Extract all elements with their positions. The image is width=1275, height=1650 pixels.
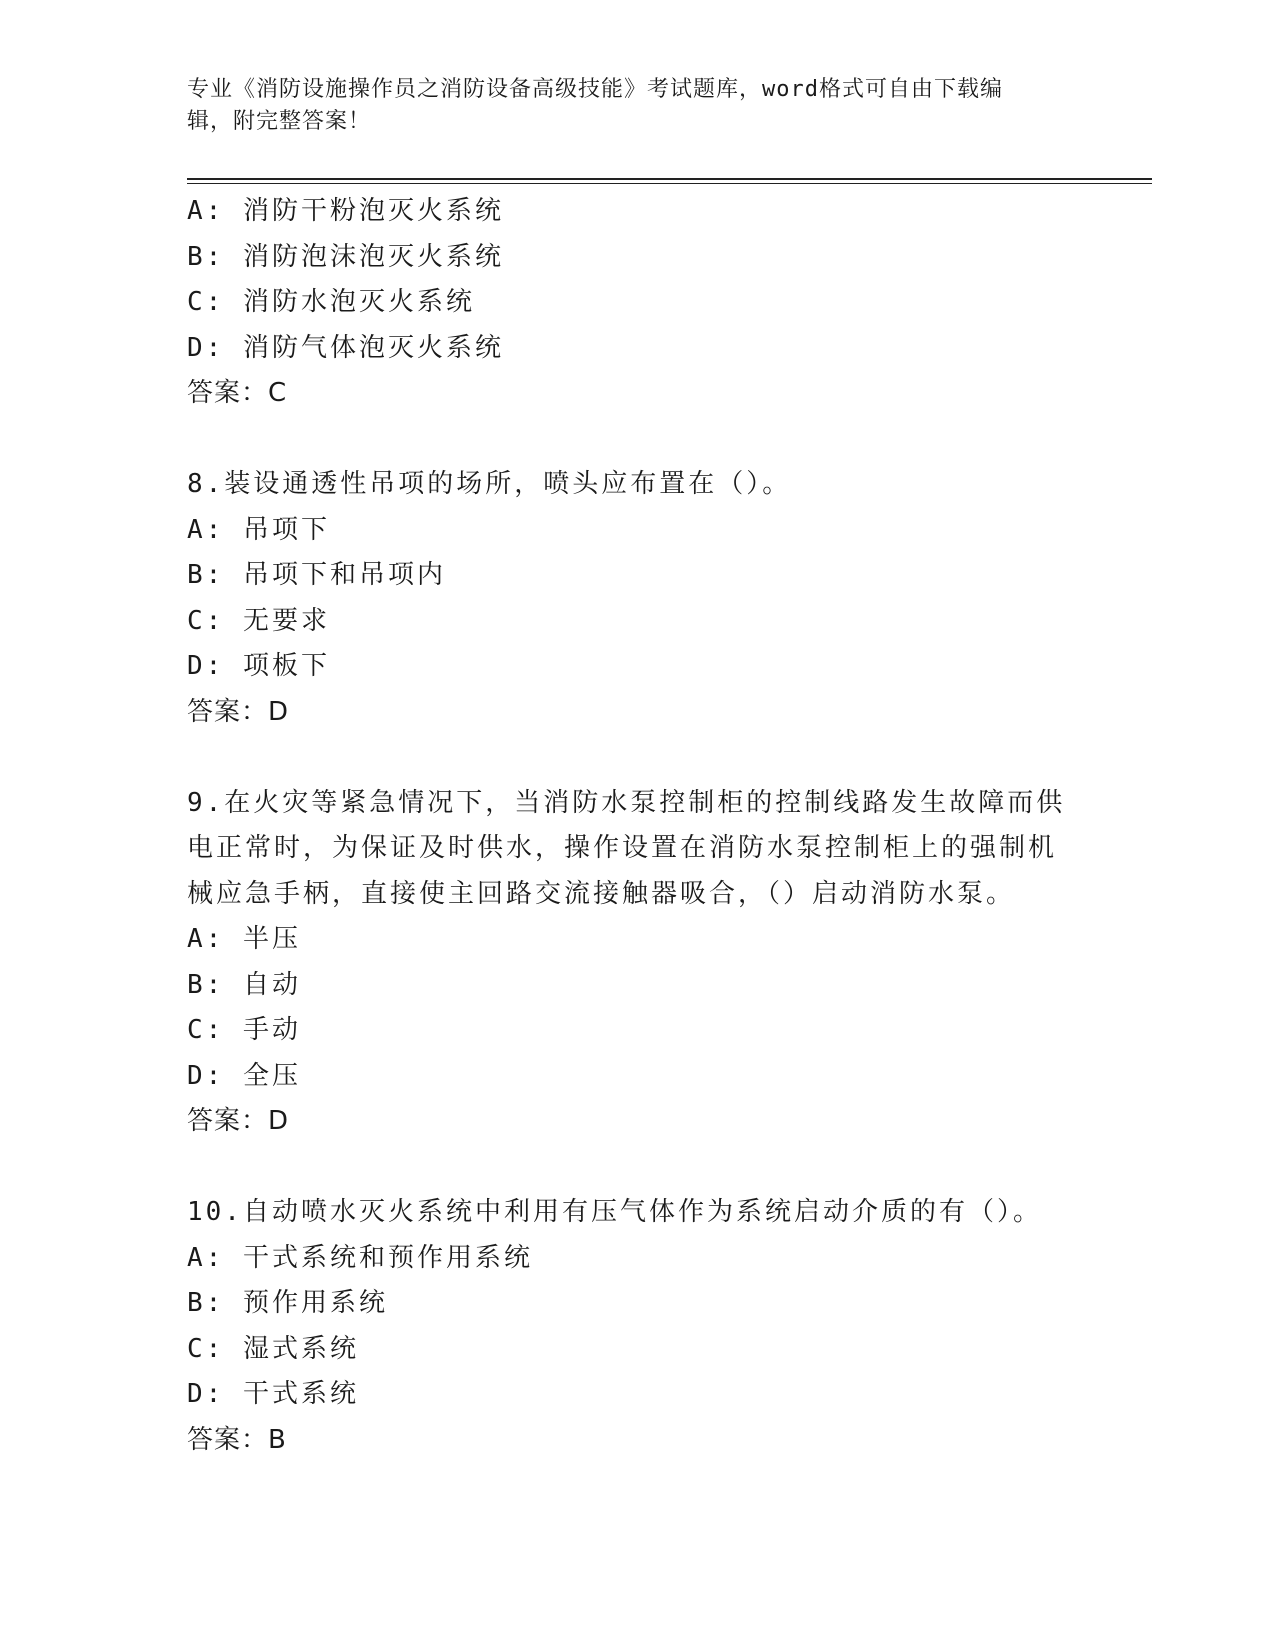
header-rule-thin [187,183,1152,184]
option-d: D: 消防气体泡灭火系统 [187,332,504,363]
option-a: A: 消防干粉泡灭火系统 [187,196,504,226]
question-9-block [187,781,1087,1145]
option-a: A: 吊项下 [187,514,330,545]
question-line: 10.自动喷水灭火系统中利用有压气体作为系统启动介质的有（）。 [187,1197,1042,1227]
option-d: D: 全压 [187,1060,301,1091]
option-b: B: 预作用系统 [187,1288,388,1318]
answer-line: 答案：B [187,1424,287,1455]
question-8-text [187,462,1087,508]
question-line: 械应急手柄，直接使主回路交流接触器吸合，（）启动消防水泵。 [187,878,1016,909]
question-line: 电正常时，为保证及时供水，操作设置在消防水泵控制柜上的强制机 [187,833,1058,863]
question-line: 9.在火灾等紧急情况下，当消防水泵控制柜的控制线路发生故障而供 [187,787,1066,818]
question-10-block [187,1190,1087,1463]
option-c: C: 湿式系统 [187,1333,359,1364]
question-7-block [187,189,1087,417]
header-rule-thick [187,178,1152,180]
question-10-text [187,1190,1087,1236]
header-line-1: 专业《消防设施操作员之消防设备高级技能》考试题库，word格式可自由下载编 [187,77,1003,102]
option-c: C: 消防水泡灭火系统 [187,287,475,317]
option-c: C: 手动 [187,1015,301,1045]
question-list [187,189,1087,1509]
option-c: C: 无要求 [187,605,330,636]
option-a: A: 干式系统和预作用系统 [187,1242,533,1273]
question-8-block [187,462,1087,735]
answer-line: 答案：C [187,378,288,408]
answer-line: 答案：D [187,696,290,727]
option-d: D: 干式系统 [187,1379,359,1409]
option-b: B: 吊项下和吊项内 [187,560,446,590]
option-d: D: 项板下 [187,651,330,681]
option-a: A: 半压 [187,924,301,954]
question-line: 8.装设通透性吊项的场所，喷头应布置在（）。 [187,469,792,499]
question-9-text [187,781,1087,918]
option-b: B: 消防泡沫泡灭火系统 [187,241,504,272]
answer-line: 答案：D [187,1106,290,1136]
header-line-2: 辑，附完整答案！ [187,109,372,134]
document-header [187,74,1067,138]
option-b: B: 自动 [187,969,301,1000]
